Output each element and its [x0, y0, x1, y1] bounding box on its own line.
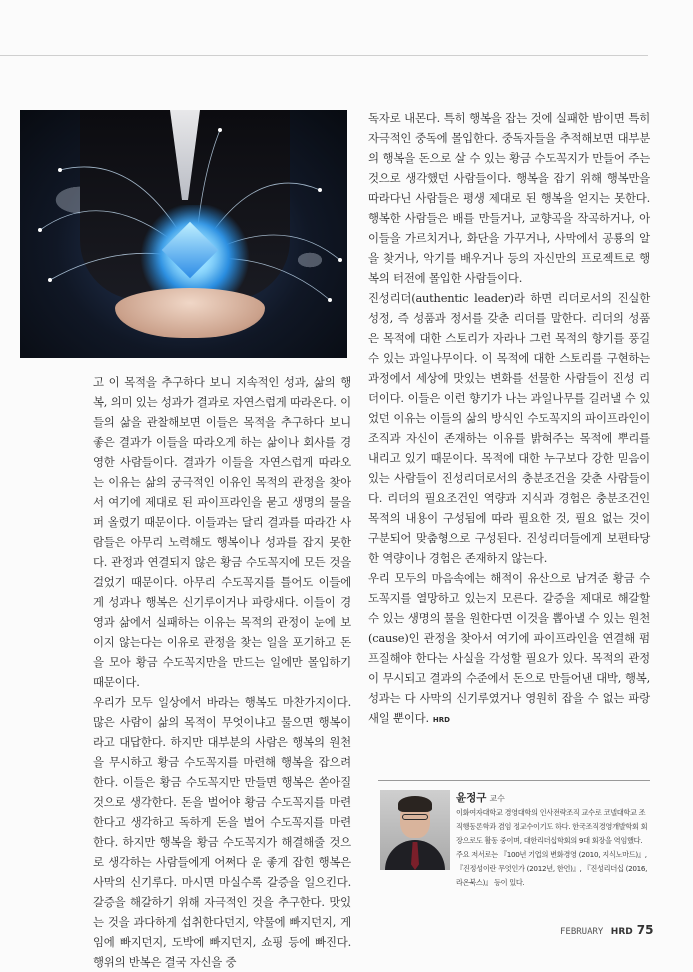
body-paragraph	[368, 568, 650, 730]
page-number: 75	[636, 923, 654, 937]
folio-month: FEBRUARY	[560, 927, 604, 937]
author-photo	[380, 790, 450, 870]
folio-brand: HRD	[610, 927, 633, 937]
author-role: 교수	[489, 794, 505, 803]
author-bio: 이화여자대학교 경영대학의 인사전략조직 교수로 코넬대학교 조직행동론학과 겸임 정교수이기도 하다. 한국조직경영개발학회 회장으로도 활동 중이며, 대한리더십학회의 9대 회장을 역임했다. 주요 저서로는 『100년 기업의 변화경영 (2010, 지식노마드)』, 『진정성이란 무엇인가 (2012년, 한언)』, 『진성리더십 (2016, 라온북스)』 등이 있다.	[456, 808, 648, 887]
page-folio	[560, 923, 653, 937]
body-paragraph-text: 우리 모두의 마음속에는 해적이 유산으로 남겨준 황금 수도꼭지를 열망하고 있는지 모른다. 갈증을 제대로 해갈할 수 있는 생명의 물을 원한다면 이것을 뽑아낼 수 있는 원천(cause)인 관정을 찾아서 여기에 파이프라인을 연결해 펌프질해야 한다는 사실을 각성할 필요가 있다. 목적의 관정이 무시되고 결과의 수준에서 돈으로 만들어낸 대박, 행복, 성과는 다 사막의 신기루였거나 영원히 잡을 수 없는 파랑새일 뿐이다.	[368, 571, 650, 725]
end-mark: HRD	[432, 716, 450, 724]
author-name-text: 윤정구	[456, 792, 487, 804]
top-rule	[0, 55, 648, 56]
body-paragraph: 우리가 모두 일상에서 바라는 행복도 마찬가지이다. 많은 사람이 삶의 목적이 무엇이냐고 물으면 행복이라고 대답한다. 하지만 대부분의 사람은 행복의 원천을 무시하고 황금 수도꼭지를 마련해 행복을 잡으려 한다. 이들은 황금 수도꼭지만 만들면 행복은 쏟아질 것으로 생각한다. 돈을 벌어야 황금 수도꼭지를 마련한다고 생각하고 독하게 돈을 벌어 수도꼭지를 마련한다. 하지만 행복을 황금 수도꼭지가 해결해줄 것으로 생각하는 사람들에게 어쩌다 운 좋게 잡힌 행복은 사막의 신기루다. 마시면 마실수록 갈증을 일으킨다. 갈증을 해갈하기 위해 자극적인 것을 추구한다. 맛있는 것을 과다하게 섭취한다던지, 약물에 빠지던지, 게임에 빠지던지, 도박에 빠지던지, 쇼핑 등에 빠진다. 행위의 반복은 결국 자신을 중	[93, 695, 351, 969]
body-paragraph: 독자로 내몬다. 특히 행복을 잡는 것에 실패한 밤이면 특히 자극적인 중독에 몰입한다. 중독자들을 추적해보면 대부분의 행복을 돈으로 살 수 있는 황금 수도꼭지가 만들어 주는 것으로 생각했던 사람들이다. 행복을 잡기 위해 행복만을 따라다닌 사람들은 평생 제대로 된 행복을 얻지는 못한다. 행복한 사람들은 배를 만들거나, 교향곡을 작곡하거나, 아이들을 가르치거나, 화단을 가꾸거나, 사막에서 공룡의 알을 찾거나, 악기를 배우거나 등의 자신만의 프로젝트로 행복의 터전에 몰입한 사람들이다.	[368, 111, 650, 285]
article-column-left	[93, 372, 351, 972]
author-name	[456, 790, 505, 805]
article-column-right	[368, 108, 650, 730]
hero-image-hands-network-icon	[20, 110, 347, 358]
author-hair	[398, 796, 432, 812]
body-paragraph: 진성리더(authentic leader)라 하면 리더로서의 진실한 성정, 즉 성품과 정서를 갖춘 리더를 말한다. 리더의 성품은 목적에 대한 스토리가 자라나 그런 목적의 향기를 풍길 수 있는 과일나무이다. 이 목적에 대한 스토리를 구현하는 과정에서 세상에 맛있는 변화를 선물한 사람들이 진성 리더이다. 이들은 이런 향기가 나는 과일나무를 길러낼 수 있었던 이유는 이들의 삶의 방식인 수도꼭지의 파이프라인이 조직과 자신이 존재하는 이유를 밝혀주는 목적에 뿌리를 내리고 있기 때문이다. 목적에 대한 누구보다 강한 믿음이 있는 사람들이 진성리더로서의 충분조건을 갖춘 사람들이다. 리더의 필요조건인 역량과 지식과 경험은 충분조건인 목적의 내용이 구성됨에 따라 필요한 것, 필요 없는 것이 구분되어 맞춤형으로 구성된다. 진성리더들에게 보편타당한 역량이나 경험은 존재하지 않는다.	[368, 291, 650, 565]
body-paragraph: 고 이 목적을 추구하다 보니 지속적인 성과, 삶의 행복, 의미 있는 성과가 결과로 자연스럽게 따라온다. 이들의 삶을 관찰해보면 이들은 목적을 추구하다 보니 좋은 결과가 이들을 따라오게 하는 삶이나 회사를 경영한 사람들이다. 결과가 이들을 자연스럽게 따라오는 이유는 삶의 궁극적인 이유인 목적의 관정을 찾아서 여기에 제대로 된 파이프라인을 묻고 생명의 물을 퍼 올렸기 때문이다. 이들과는 달리 결과를 따라간 사람들은 아무리 노력해도 행복이나 성과를 잡지 못한다. 관정과 연결되지 않은 황금 수도꼭지에 모든 것을 걸었기 때문이다. 아무리 수도꼭지를 틀어도 이들에게 성과나 행복은 신기루이거나 파랑새다. 이들이 경영과 삶에서 실패하는 이유는 목적의 관정이 눈에 보이지 않는다는 이유로 관정을 찾는 일을 포기하고 돈을 모아 황금 수도꼭지만을 만드는 일에만 몰입하기 때문이다.	[93, 375, 351, 689]
author-glasses	[402, 814, 428, 820]
author-divider	[378, 780, 650, 781]
